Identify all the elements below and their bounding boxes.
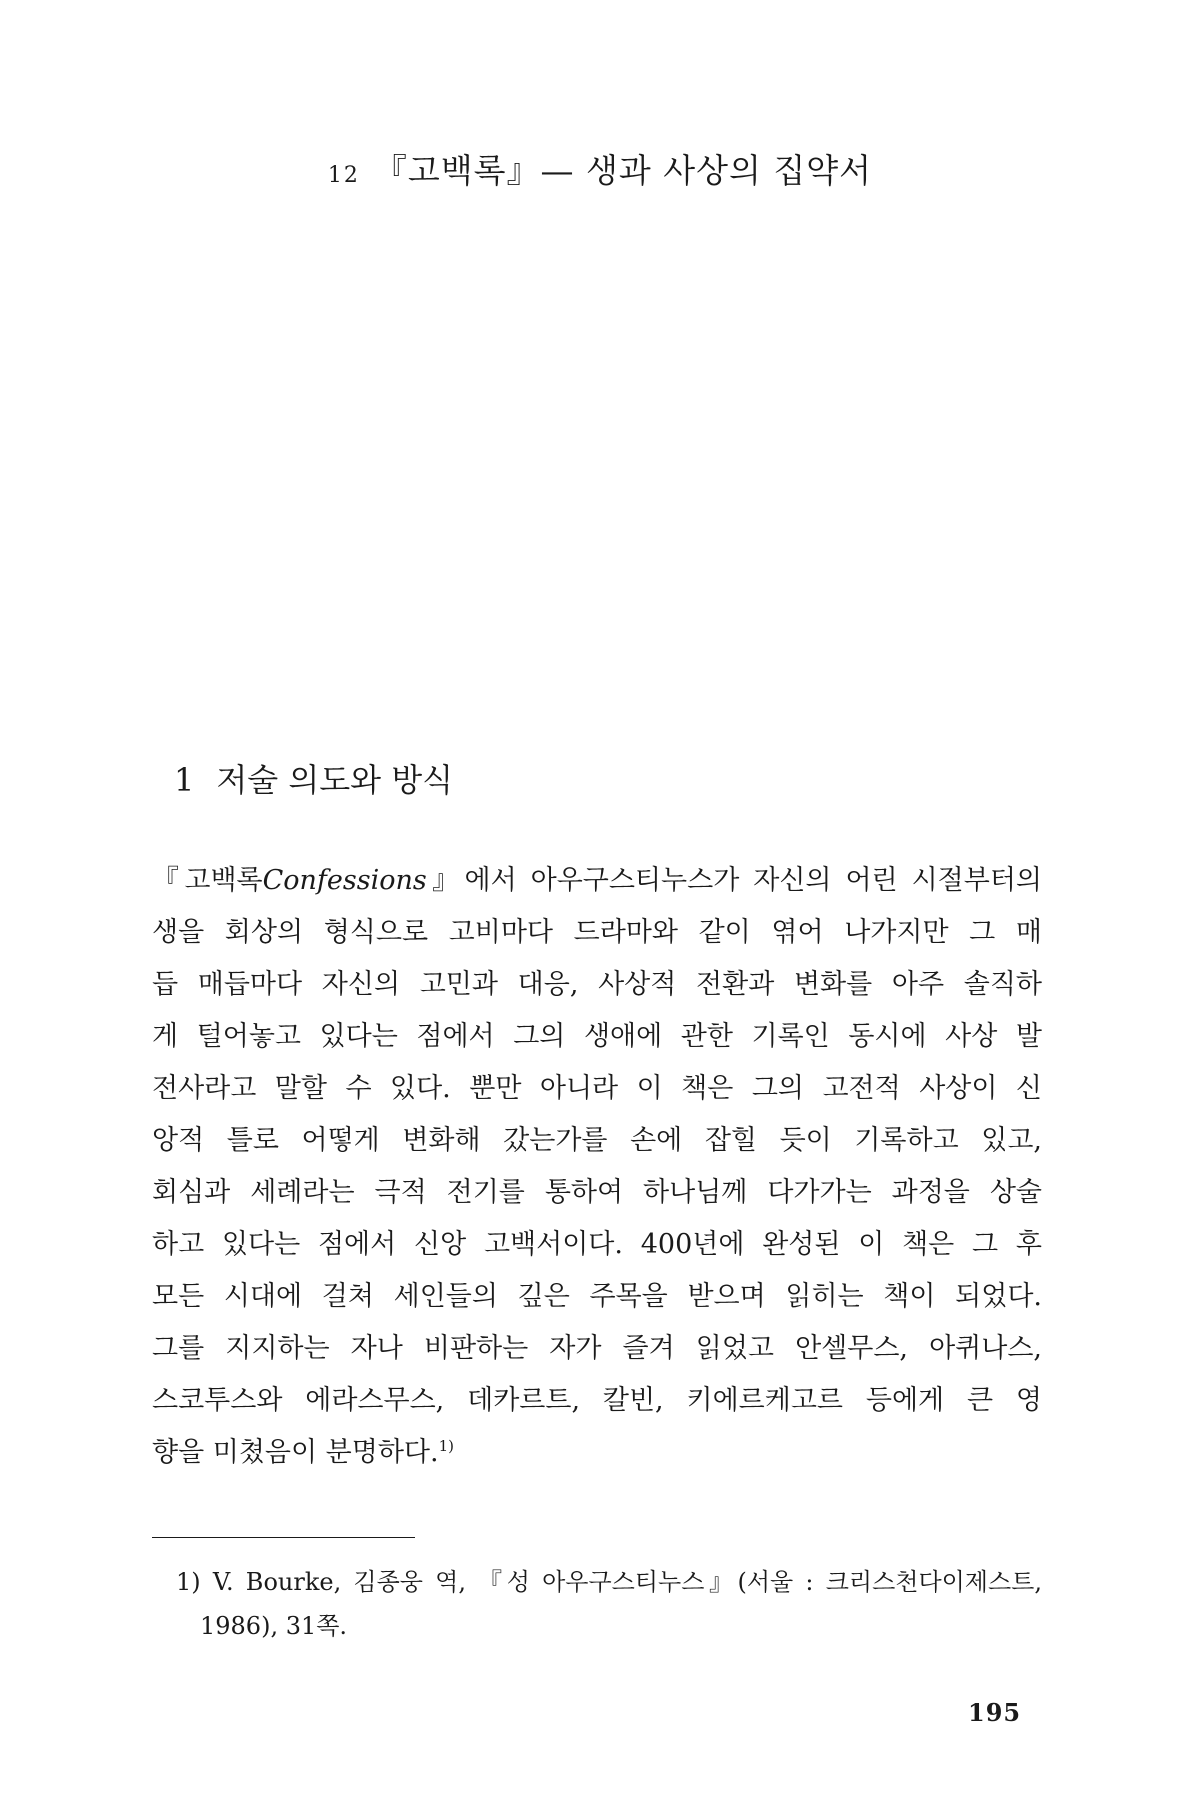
paragraph-line: 생을 회상의 형식으로 고비마다 드라마와 같이 엮어 나가지만 그 매 (152, 917, 1042, 948)
paragraph-last-line (152, 1427, 1042, 1479)
paragraph-line: 그를 지지하는 자나 비판하는 자가 즐겨 읽었고 안셀무스, 아퀴나스, (152, 1333, 1042, 1364)
section-number: 1 (174, 761, 195, 799)
paragraph-line: 스코투스와 에라스무스, 데카르트, 칼빈, 키에르케고르 등에게 큰 영 (152, 1385, 1042, 1416)
chapter-title-text: 『고백록』— 생과 사상의 집약서 (373, 151, 873, 190)
paragraph-line: 듭 매듭마다 자신의 고민과 대응, 사상적 전환과 변화를 아주 솔직하 (152, 969, 1042, 1000)
paragraph-line: 하고 있다는 점에서 신앙 고백서이다. 400년에 완성된 이 책은 그 후 (152, 1229, 1042, 1260)
footnote-citation: V. Bourke, 김종웅 역, 『성 아우구스티누스』(서울 : 크리스천다이제스트, (212, 1568, 1042, 1596)
chapter-number: 12 (327, 163, 360, 188)
section-heading (174, 755, 453, 801)
body-paragraph (152, 855, 1042, 1479)
chapter-title (0, 145, 1200, 192)
paragraph-line: 전사라고 말할 수 있다. 뿐만 아니라 이 책은 그의 고전적 사상이 신 (152, 1073, 1042, 1104)
footnote-line-2: 1986), 31쪽. (200, 1612, 348, 1640)
footnote (176, 1560, 1042, 1648)
footnote-line-1 (176, 1560, 1042, 1604)
paragraph-line: 회심과 세례라는 극적 전기를 통하여 하나님께 다가가는 과정을 상술 (152, 1177, 1042, 1208)
title-open: 『고백록 (152, 865, 263, 896)
page-number: 195 (968, 1698, 1022, 1727)
footnote-marker: 1) (176, 1568, 201, 1596)
footnote-reference[interactable]: 1) (438, 1437, 454, 1455)
paragraph-line-1 (152, 855, 1042, 907)
first-line-rest: 』에서 아우구스티누스가 자신의 어린 시절부터의 (426, 865, 1042, 896)
section-title: 저술 의도와 방식 (216, 761, 454, 799)
paragraph-line: 게 털어놓고 있다는 점에서 그의 생애에 관한 기록인 동시에 사상 발 (152, 1021, 1042, 1052)
last-line-text: 향을 미쳤음이 분명하다. (152, 1437, 439, 1468)
paragraph-line: 모든 시대에 걸쳐 세인들의 깊은 주목을 받으며 읽히는 책이 되었다. (152, 1281, 1042, 1312)
paragraph-line: 앙적 틀로 어떻게 변화해 갔는가를 손에 잡힐 듯이 기록하고 있고, (152, 1125, 1042, 1156)
footnote-divider (152, 1537, 415, 1538)
confessions-italic: Confessions (262, 865, 427, 896)
